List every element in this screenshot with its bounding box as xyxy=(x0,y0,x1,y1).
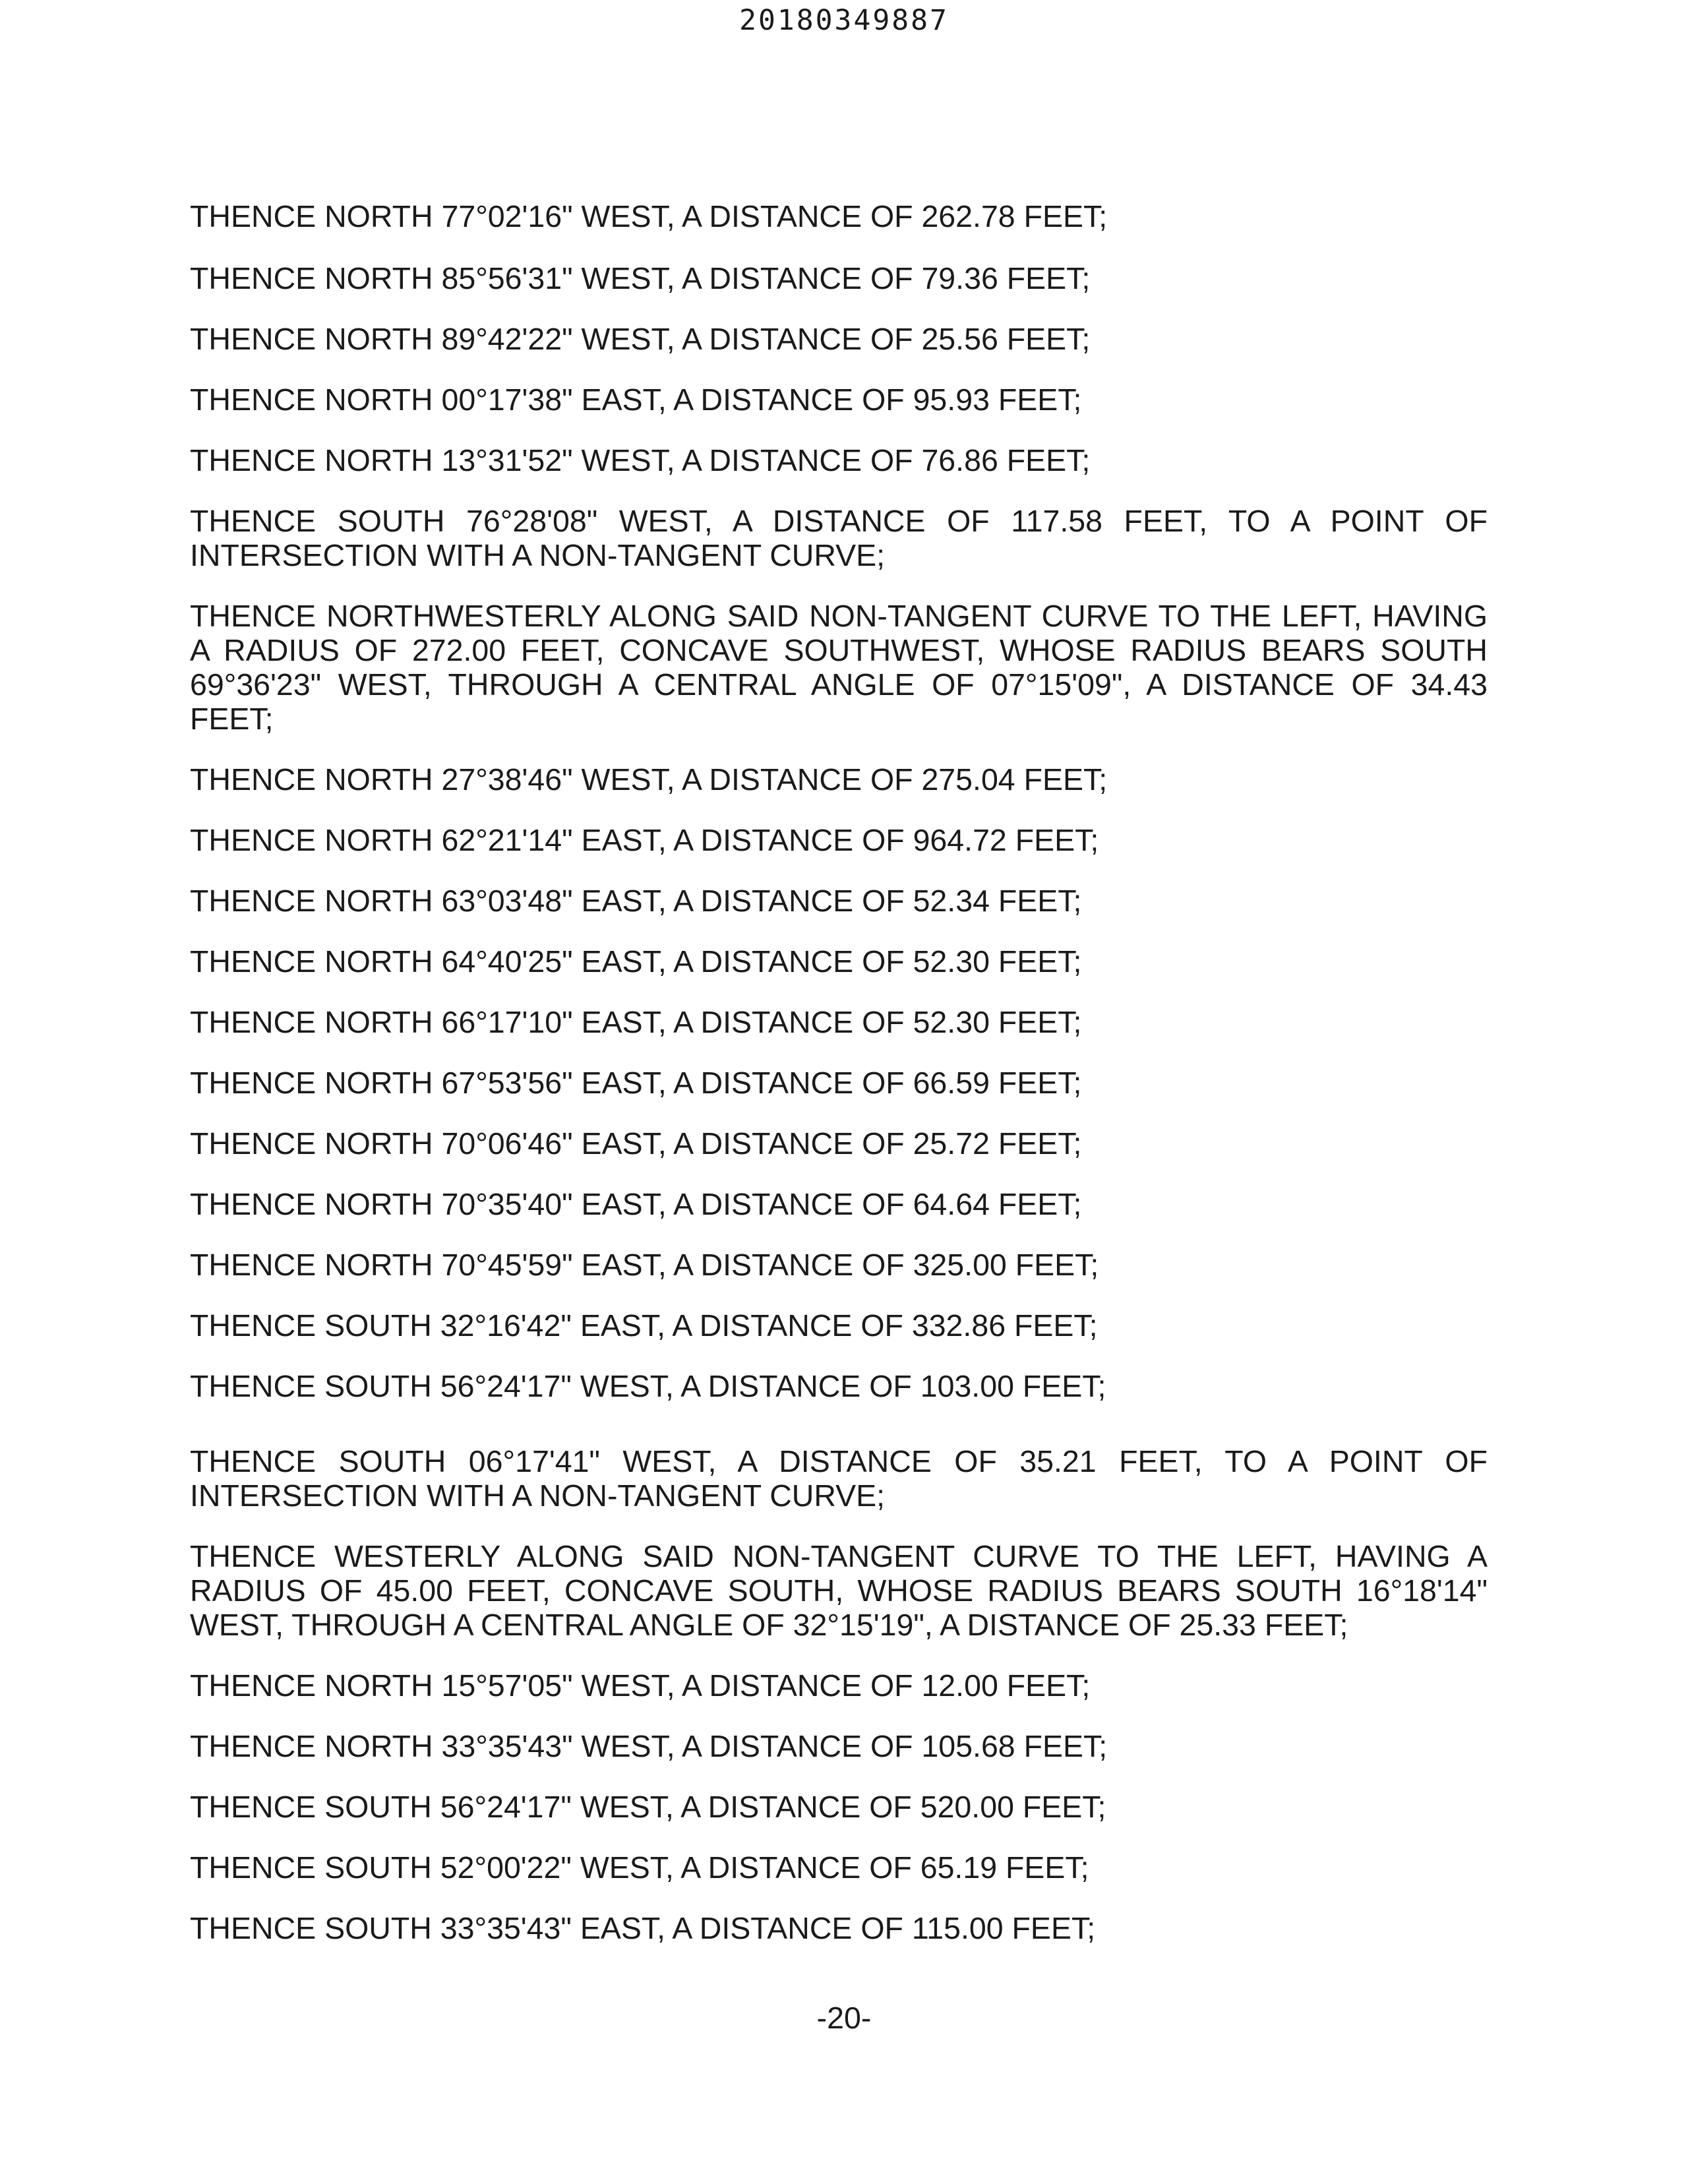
course-line: THENCE NORTH 00°17'38" EAST, A DISTANCE OF 95.93 FEET; xyxy=(190,382,1082,417)
course-line: THENCE SOUTH 32°16'42" EAST, A DISTANCE OF 332.86 FEET; xyxy=(190,1308,1098,1343)
course-line: THENCE NORTH 77°02'16" WEST, A DISTANCE OF 262.78 FEET; xyxy=(190,199,1108,233)
course-line: THENCE NORTH 33°35'43" WEST, A DISTANCE OF 105.68 FEET; xyxy=(190,1729,1108,1763)
course-line: THENCE NORTH 85°56'31" WEST, A DISTANCE OF 79.36 FEET; xyxy=(190,261,1091,295)
course-line: THENCE NORTHWESTERLY ALONG SAID NON-TANGENT CURVE TO THE LEFT, HAVING A RADIUS OF 272.00 FEET, CONCAVE SOUTHWEST, WHOSE RADIUS BEARS SOUTH 69°36'23" WEST, THROUGH A CENTRAL ANGLE OF 07°15'09", A DISTANCE OF 34.43 FEET; xyxy=(190,599,1488,736)
course-line: THENCE NORTH 64°40'25" EAST, A DISTANCE OF 52.30 FEET; xyxy=(190,944,1082,979)
course-line: THENCE SOUTH 06°17'41" WEST, A DISTANCE OF 35.21 FEET, TO A POINT OF INTERSECTION WITH A NON-TANGENT CURVE; xyxy=(190,1444,1488,1513)
page-number: -20- xyxy=(816,2001,872,2035)
course-line: THENCE SOUTH 76°28'08" WEST, A DISTANCE OF 117.58 FEET, TO A POINT OF INTERSECTION WITH A NON-TANGENT CURVE; xyxy=(190,504,1488,572)
course-line: THENCE NORTH 67°53'56" EAST, A DISTANCE OF 66.59 FEET; xyxy=(190,1066,1082,1100)
course-line: THENCE NORTH 15°57'05" WEST, A DISTANCE OF 12.00 FEET; xyxy=(190,1668,1091,1703)
legal-description-courses xyxy=(190,199,1488,1945)
course-line: THENCE SOUTH 56°24'17" WEST, A DISTANCE OF 520.00 FEET; xyxy=(190,1790,1106,1824)
document-number: 20180349887 xyxy=(739,4,949,37)
course-line: THENCE NORTH 70°45'59" EAST, A DISTANCE OF 325.00 FEET; xyxy=(190,1248,1099,1282)
course-line: THENCE SOUTH 56°24'17" WEST, A DISTANCE OF 103.00 FEET; xyxy=(190,1369,1106,1403)
course-line: THENCE NORTH 70°06'46" EAST, A DISTANCE OF 25.72 FEET; xyxy=(190,1126,1082,1161)
course-line: THENCE SOUTH 33°35'43" EAST, A DISTANCE OF 115.00 FEET; xyxy=(190,1911,1096,1945)
course-line: THENCE WESTERLY ALONG SAID NON-TANGENT CURVE TO THE LEFT, HAVING A RADIUS OF 45.00 FEET, CONCAVE SOUTH, WHOSE RADIUS BEARS SOUTH 16°18'14" WEST, THROUGH A CENTRAL ANGLE OF 32°15'19", A DISTANCE OF 25.33 FEET; xyxy=(190,1539,1488,1642)
course-line: THENCE NORTH 62°21'14" EAST, A DISTANCE OF 964.72 FEET; xyxy=(190,823,1099,857)
course-line: THENCE NORTH 63°03'48" EAST, A DISTANCE OF 52.34 FEET; xyxy=(190,884,1082,918)
course-line: THENCE NORTH 70°35'40" EAST, A DISTANCE OF 64.64 FEET; xyxy=(190,1187,1082,1221)
course-line: THENCE NORTH 13°31'52" WEST, A DISTANCE OF 76.86 FEET; xyxy=(190,443,1091,477)
course-line: THENCE SOUTH 52°00'22" WEST, A DISTANCE OF 65.19 FEET; xyxy=(190,1850,1089,1885)
course-line: THENCE NORTH 89°42'22" WEST, A DISTANCE OF 25.56 FEET; xyxy=(190,322,1091,356)
course-line: THENCE NORTH 66°17'10" EAST, A DISTANCE OF 52.30 FEET; xyxy=(190,1005,1082,1039)
course-line: THENCE NORTH 27°38'46" WEST, A DISTANCE OF 275.04 FEET; xyxy=(190,762,1108,797)
